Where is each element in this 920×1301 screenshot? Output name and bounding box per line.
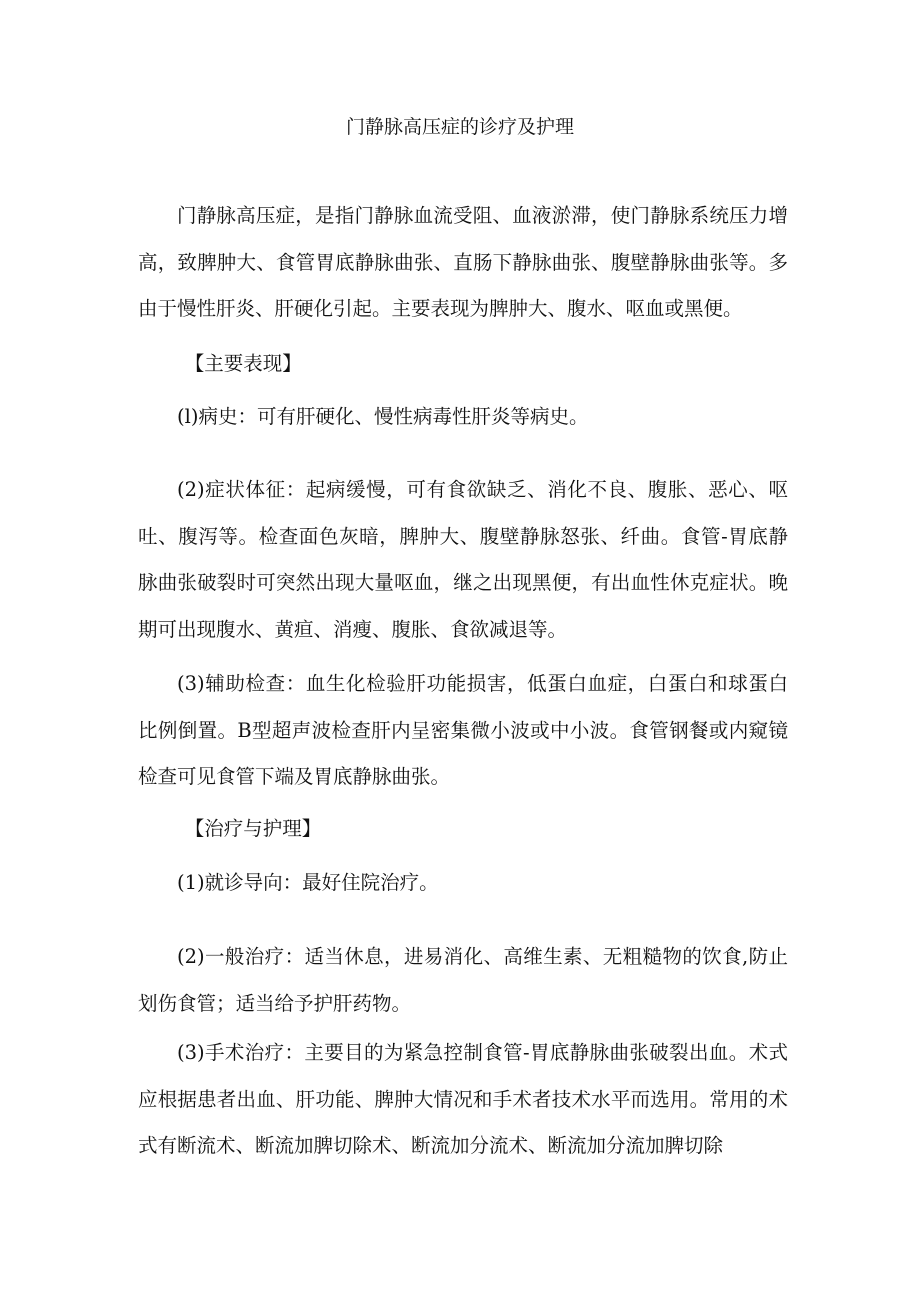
symptoms-item-exams: (3)辅助检查：血生化检验肝功能损害，低蛋白血症，白蛋白和球蛋白比例倒置。B型超声波检查肝内呈密集微小波或中小波。食管钢餐或内窥镜检查可见食管下端及胃底静脉曲张。 [138,672,788,788]
symptoms-item-history: (l)病史：可有肝硬化、慢性病毒性肝炎等病史。 [177,405,589,428]
treatment-item-general: (2)一般治疗：适当休息，进易消化、高维生素、无粗糙物的饮食,防止划伤食管；适当给予护肝药物。 [138,945,788,1015]
document-title: 门静脉高压症的诊疗及护理 [345,116,574,138]
treatment-item-referral: (1)就诊导向：最好住院治疗。 [177,871,439,894]
section-heading-main-symptoms: 【主要表现】 [184,352,302,375]
intro-paragraph: 门静脉高压症，是指门静脉血流受阻、血液淤滞，使门静脉系统压力增高，致脾肿大、食管胃底静脉曲张、直肠下静脉曲张、腹壁静脉曲张等。多由于慢性肝炎、肝硬化引起。主要表现为脾肿大、腹水、呕血或黑便。 [138,204,788,320]
treatment-item-surgery: (3)手术治疗：主要目的为紧急控制食管-胃底静脉曲张破裂出血。术式应根据患者出血、肝功能、脾肿大情况和手术者技术水平而选用。常用的术式有断流术、断流加脾切除术、断流加分流术、断流加分流加脾切除 [138,1041,788,1157]
section-heading-treatment: 【治疗与护理】 [184,817,322,840]
symptoms-item-signs: (2)症状体征：起病缓慢，可有食欲缺乏、消化不良、腹胀、恶心、呕吐、腹泻等。检查面色灰暗，脾肿大、腹壁静脉怒张、纤曲。食管-胃底静脉曲张破裂时可突然出现大量呕血，继之出现黑便，有出血性休克症状。晚期可出现腹水、黄疸、消瘦、腹胀、食欲减退等。 [138,478,788,641]
